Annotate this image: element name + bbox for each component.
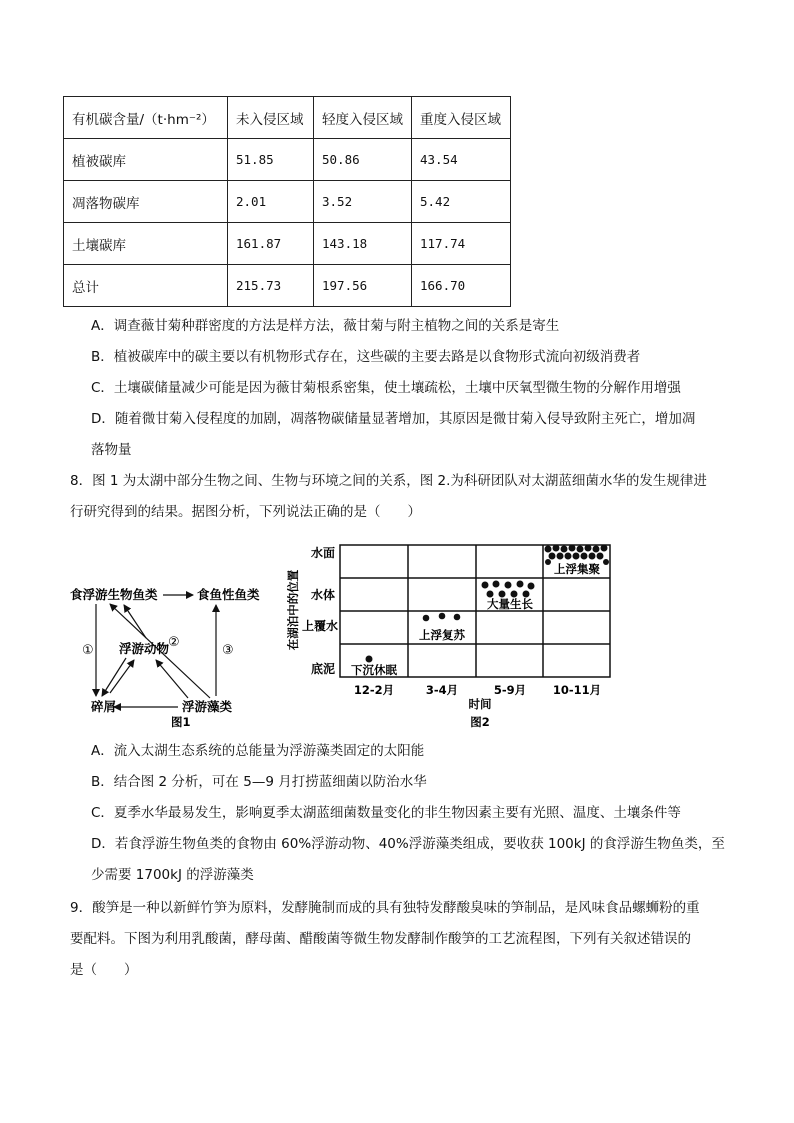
cyanobacteria-dot — [366, 656, 373, 663]
node-algae: 浮游藻类 — [182, 699, 233, 714]
q9-stem-line3: 是（ ） — [70, 962, 138, 978]
arrow-zooplankton-to-fish — [124, 605, 146, 638]
stage-dormant: 下沉休眠 — [351, 663, 397, 677]
q8-option-d: D．若食浮游生物鱼类的食物由 60%浮游动物、40%浮游藻类组成，要收获 100kJ 的食浮游生物鱼类，至 — [91, 836, 725, 852]
y-axis-label: 在湖泊中的位置 — [286, 569, 300, 651]
table-row — [64, 223, 511, 265]
marker-2: ② — [168, 635, 180, 650]
figure-2-bloom-grid — [280, 538, 620, 732]
q7-option-a: A．调查薇甘菊种群密度的方法是样方法，薇甘菊与附主植物之间的关系是寄生 — [91, 318, 560, 334]
table-cell: 161.87 — [228, 223, 314, 265]
q8-option-b: B．结合图 2 分析，可在 5—9 月打捞蓝细菌以防治水华 — [91, 774, 427, 790]
table-header-row — [64, 97, 511, 139]
q9-stem-line2: 要配料。下图为利用乳酸菌，酵母菌、醋酸菌等微生物发酵制作酸笋的工艺流程图，下列有关叙述错误的 — [70, 931, 691, 947]
node-zooplankton: 浮游动物 — [119, 641, 170, 656]
q8-option-d-continued: 少需要 1700kJ 的浮游藻类 — [91, 867, 254, 883]
table-cell: 土壤碳库 — [64, 223, 228, 265]
figure-1-food-web — [62, 578, 272, 730]
table-row — [64, 181, 511, 223]
node-planktivore-fish: 食浮游生物鱼类 — [70, 587, 158, 602]
table-header-cell: 有机碳含量/（t·hm⁻²） — [64, 97, 228, 139]
figure-2-caption: 图2 — [470, 715, 490, 729]
table-cell: 3.52 — [314, 181, 412, 223]
table-cell: 植被碳库 — [64, 139, 228, 181]
q8-stem-line2: 行研究得到的结果。据图分析，下列说法正确的是（ ） — [70, 504, 421, 520]
x-axis-label: 时间 — [468, 697, 492, 711]
table-cell: 215.73 — [228, 265, 314, 307]
table-cell: 197.56 — [314, 265, 412, 307]
row-label-overlying-water: 上覆水 — [302, 619, 339, 633]
q8-stem-line1: 8．图 1 为太湖中部分生物之间、生物与环境之间的关系，图 2.为科研团队对太湖蓝细菌水华的发生规律进 — [70, 473, 707, 489]
table-cell: 143.18 — [314, 223, 412, 265]
q9-stem-line1: 9．酸笋是一种以新鲜竹笋为原料，发酵腌制而成的具有独特发酵酸臭味的笋制品，是风味食品螺蛳粉的重 — [70, 900, 700, 916]
table-row — [64, 265, 511, 307]
q7-option-d-continued: 落物量 — [91, 442, 132, 458]
stage-growth: 大量生长 — [487, 597, 533, 611]
row-label-water-body: 水体 — [311, 588, 336, 602]
table-cell: 51.85 — [228, 139, 314, 181]
arrow-algae-to-zooplankton — [156, 660, 188, 698]
q7-option-b: B．植被碳库中的碳主要以有机物形式存在，这些碳的主要去路是以食物形式流向初级消费者 — [91, 349, 641, 365]
table-row — [64, 139, 511, 181]
node-detritus: 碎屑 — [91, 699, 117, 714]
carbon-table — [63, 96, 511, 307]
col-label-mar-apr: 3-4月 — [425, 683, 459, 697]
stage-recovery: 上浮复苏 — [419, 628, 465, 642]
table-cell: 166.70 — [412, 265, 511, 307]
q8-option-c: C．夏季水华最易发生，影响夏季太湖蓝细菌数量变化的非生物因素主要有光照、温度、土壤条件等 — [91, 805, 681, 821]
col-label-may-sep: 5-9月 — [493, 683, 527, 697]
col-label-dec-feb: 12-2月 — [353, 683, 395, 697]
table-cell: 43.54 — [412, 139, 511, 181]
table-cell: 2.01 — [228, 181, 314, 223]
row-label-surface: 水面 — [311, 546, 336, 560]
stage-accumulation: 上浮集聚 — [554, 562, 600, 576]
node-piscivore-fish: 食鱼性鱼类 — [197, 587, 260, 602]
table-header-cell: 未入侵区域 — [228, 97, 314, 139]
table-cell: 凋落物碳库 — [64, 181, 228, 223]
q7-option-c: C．土壤碳储量减少可能是因为薇甘菊根系密集，使土壤疏松，土壤中厌氧型微生物的分解作用增强 — [91, 380, 681, 396]
row-label-sediment: 底泥 — [311, 662, 336, 676]
q8-option-a: A．流入太湖生态系统的总能量为浮游藻类固定的太阳能 — [91, 743, 425, 759]
table-cell: 总计 — [64, 265, 228, 307]
col-label-oct-nov: 10-11月 — [552, 683, 602, 697]
table-cell: 117.74 — [412, 223, 511, 265]
table-header-cell: 轻度入侵区域 — [314, 97, 412, 139]
marker-1: ① — [82, 643, 94, 658]
marker-3: ③ — [222, 643, 234, 658]
table-cell: 5.42 — [412, 181, 511, 223]
arrow-zooplankton-to-detritus — [102, 658, 126, 696]
table-header-cell: 重度入侵区域 — [412, 97, 511, 139]
table-cell: 50.86 — [314, 139, 412, 181]
figure-1-caption: 图1 — [171, 715, 191, 729]
q7-option-d: D．随着微甘菊入侵程度的加剧，凋落物碳储量显著增加，其原因是微甘菊入侵导致附主死亡，增加凋 — [91, 411, 696, 427]
